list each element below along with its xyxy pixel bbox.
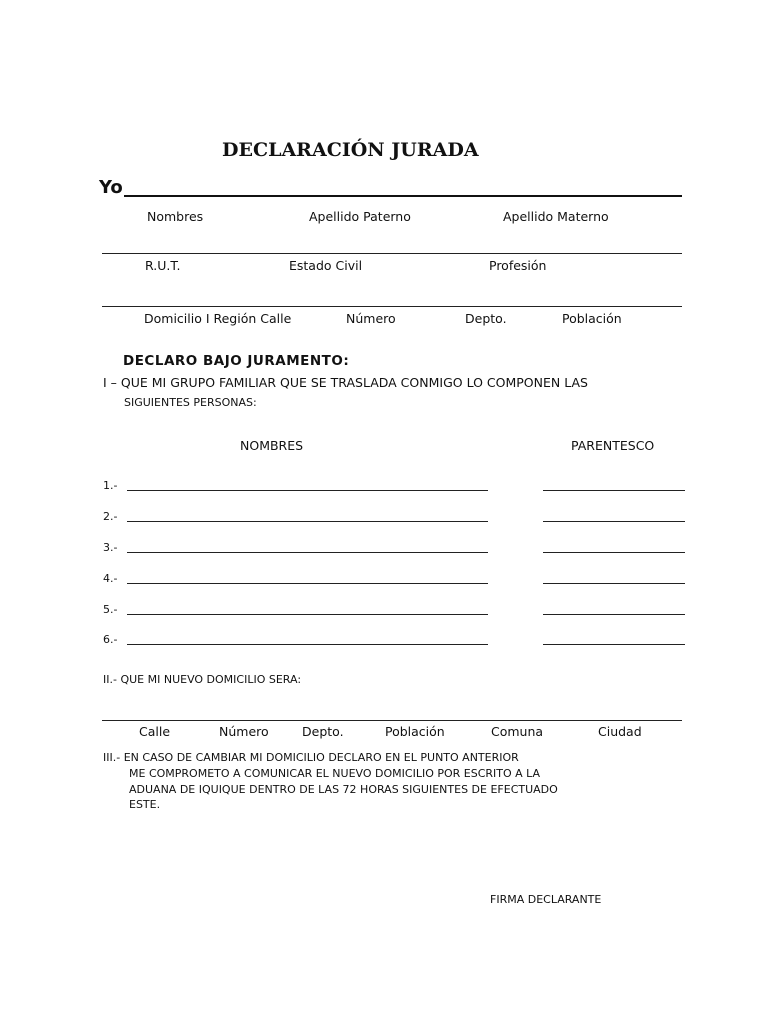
address-depto-label: Depto.	[302, 724, 344, 739]
family-name-field[interactable]	[127, 644, 488, 645]
ciudad-label: Ciudad	[598, 724, 642, 739]
family-row-number: 1.-	[103, 479, 118, 492]
family-parentesco-field[interactable]	[543, 490, 685, 491]
domicilio-label: Domicilio I Región Calle	[144, 311, 292, 326]
poblacion-label: Población	[562, 311, 622, 326]
yo-label: Yo	[99, 177, 123, 198]
family-name-field[interactable]	[127, 490, 488, 491]
family-name-field[interactable]	[127, 521, 488, 522]
section3-line4: ESTE.	[129, 798, 161, 811]
nombres-label: Nombres	[147, 209, 204, 224]
numero-label: Número	[346, 311, 396, 326]
family-name-field[interactable]	[127, 583, 488, 584]
page-title: DECLARACIÓN JURADA	[222, 139, 479, 161]
family-parentesco-field[interactable]	[543, 521, 685, 522]
rut-label: R.U.T.	[145, 258, 181, 273]
domicilio-field[interactable]	[102, 306, 682, 307]
family-row-number: 2.-	[103, 510, 118, 523]
family-parentesco-field[interactable]	[543, 552, 685, 553]
declaro-heading: DECLARO BAJO JURAMENTO:	[123, 353, 350, 369]
family-name-field[interactable]	[127, 614, 488, 615]
yo-name-field[interactable]	[124, 195, 682, 197]
address-poblacion-label: Población	[385, 724, 445, 739]
family-parentesco-field[interactable]	[543, 644, 685, 645]
apellido-paterno-label: Apellido Paterno	[309, 209, 411, 224]
family-parentesco-field[interactable]	[543, 614, 685, 615]
section2-text: II.- QUE MI NUEVO DOMICILIO SERA:	[103, 673, 302, 686]
address-numero-label: Número	[219, 724, 269, 739]
depto-label: Depto.	[465, 311, 507, 326]
column-parentesco: PARENTESCO	[571, 438, 655, 453]
family-parentesco-field[interactable]	[543, 583, 685, 584]
family-name-field[interactable]	[127, 552, 488, 553]
column-nombres: NOMBRES	[240, 438, 304, 453]
rut-estado-profesion-field[interactable]	[102, 253, 682, 254]
section1-line1: I – QUE MI GRUPO FAMILIAR QUE SE TRASLADA CONMIGO LO COMPONEN LAS	[103, 375, 588, 390]
apellido-materno-label: Apellido Materno	[503, 209, 609, 224]
section1-line2: SIGUIENTES PERSONAS:	[124, 396, 257, 409]
estado-civil-label: Estado Civil	[289, 258, 363, 273]
new-address-field[interactable]	[102, 720, 682, 721]
calle-label: Calle	[139, 724, 171, 739]
firma-declarante-label: FIRMA DECLARANTE	[490, 893, 602, 906]
family-row-number: 4.-	[103, 572, 118, 585]
family-row-number: 6.-	[103, 633, 118, 646]
section3-line3: ADUANA DE IQUIQUE DENTRO DE LAS 72 HORAS SIGUIENTES DE EFECTUADO	[129, 783, 558, 796]
section3-line1: III.- EN CASO DE CAMBIAR MI DOMICILIO DECLARO EN EL PUNTO ANTERIOR	[103, 751, 519, 764]
section3-line2: ME COMPROMETO A COMUNICAR EL NUEVO DOMICILIO POR ESCRITO A LA	[129, 767, 541, 780]
comuna-label: Comuna	[491, 724, 544, 739]
family-row-number: 5.-	[103, 603, 118, 616]
profesion-label: Profesión	[489, 258, 547, 273]
family-row-number: 3.-	[103, 541, 118, 554]
